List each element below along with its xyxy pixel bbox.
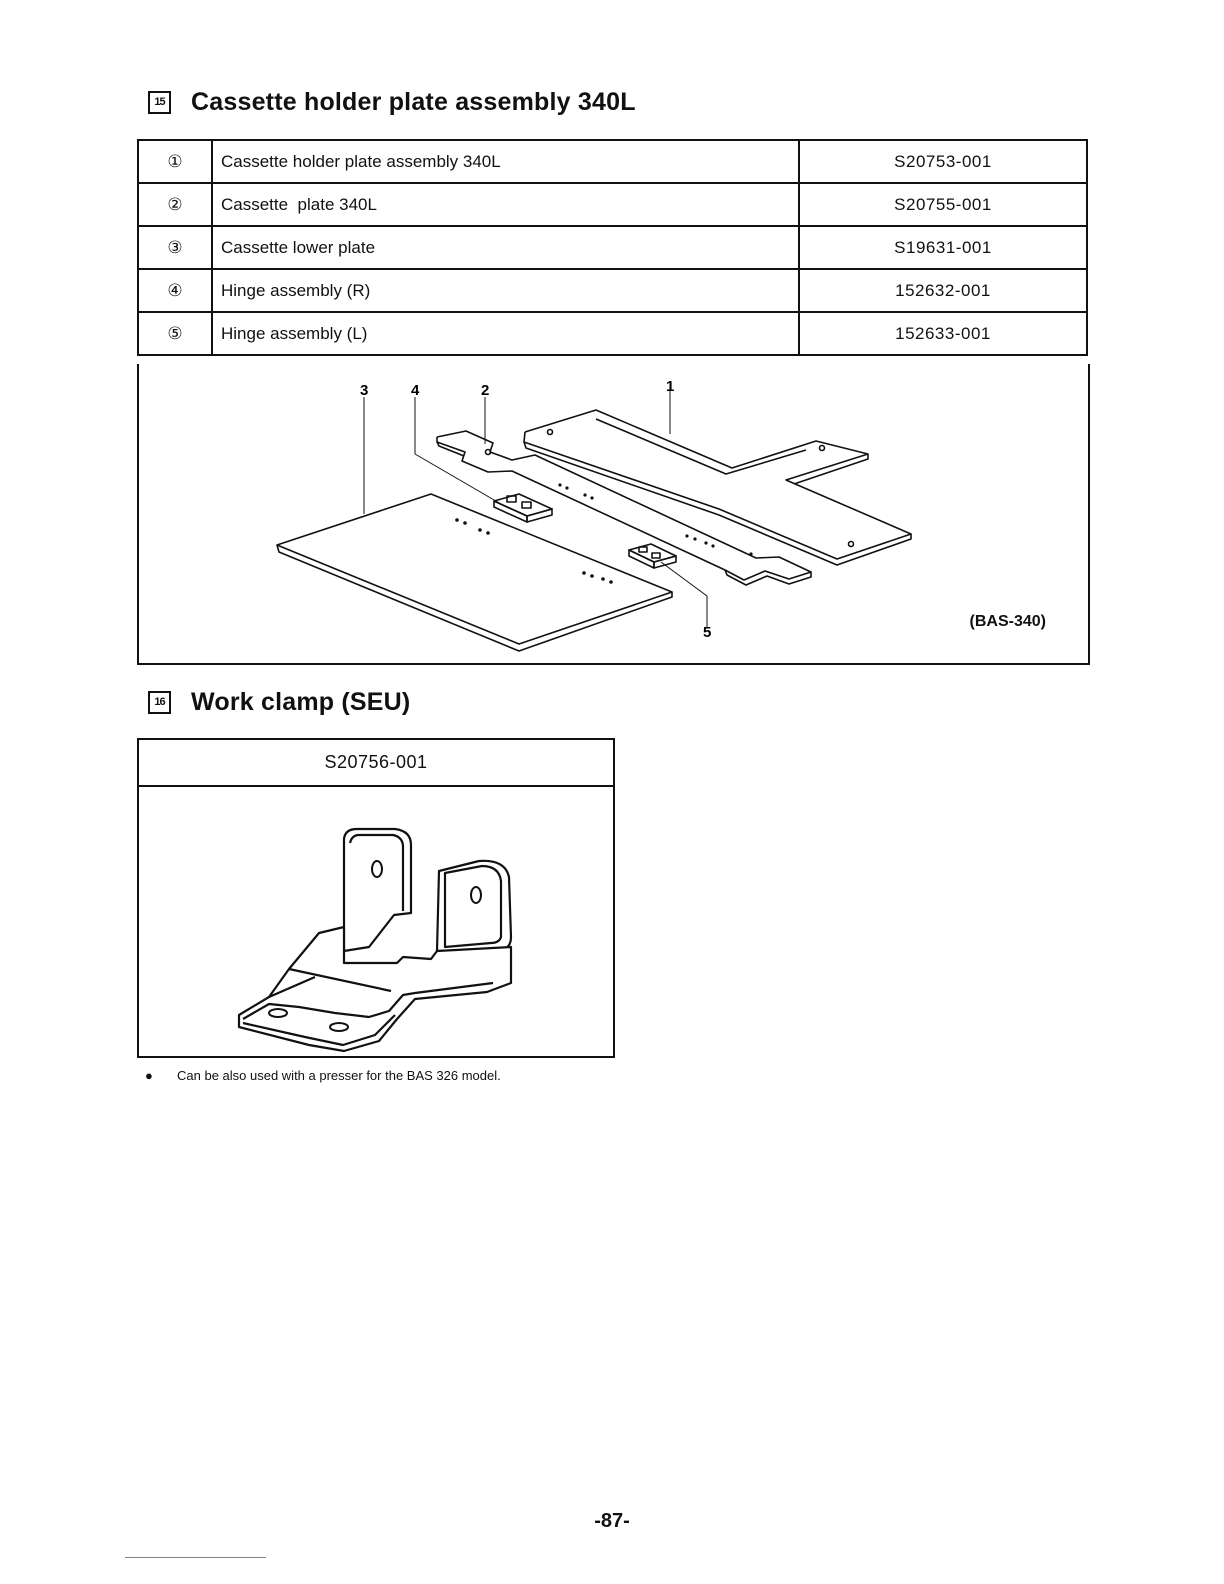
table-row	[138, 312, 1087, 355]
cassette-diagram	[137, 364, 1090, 665]
cassette-plate-drawing	[437, 431, 811, 585]
part-code: S19631-001	[799, 226, 1087, 269]
part-code: 152632-001	[799, 269, 1087, 312]
table-row	[138, 226, 1087, 269]
part-code: S20755-001	[799, 183, 1087, 226]
row-number: ④	[138, 269, 212, 312]
section-15-heading: Cassette holder plate assembly 340L	[191, 88, 636, 116]
part-name: Hinge assembly (R)	[212, 269, 799, 312]
row-number: ③	[138, 226, 212, 269]
parts-table	[137, 139, 1088, 356]
part-code: S20753-001	[799, 140, 1087, 183]
work-clamp-box	[137, 738, 615, 1058]
callout-3: 3	[360, 382, 369, 399]
callout-1: 1	[666, 378, 675, 395]
callout-2: 2	[481, 382, 490, 399]
row-number: ①	[138, 140, 212, 183]
part-name: Cassette plate 340L	[212, 183, 799, 226]
leader-lines	[364, 386, 707, 627]
section-15-number: 15	[148, 91, 171, 114]
page-number: -87-	[594, 1510, 630, 1532]
work-clamp-code: S20756-001	[139, 740, 613, 787]
work-clamp-note	[145, 1068, 501, 1083]
part-code: 152633-001	[799, 312, 1087, 355]
hinge-r-drawing	[494, 494, 552, 522]
table-row	[138, 269, 1087, 312]
section-16-number: 16	[148, 691, 171, 714]
part-name: Cassette holder plate assembly 340L	[212, 140, 799, 183]
model-label: (BAS-340)	[969, 613, 1046, 630]
section-15-title	[148, 88, 636, 117]
cassette-exploded-drawing	[139, 364, 1088, 663]
hinge-l-drawing	[629, 544, 676, 568]
row-number: ⑤	[138, 312, 212, 355]
work-clamp-drawing	[139, 787, 613, 1055]
callout-5: 5	[703, 624, 712, 641]
footer-divider	[125, 1557, 266, 1558]
holder-plate-frame-drawing	[524, 410, 911, 565]
callout-4: 4	[411, 382, 420, 399]
section-16-title	[148, 688, 410, 717]
section-16-heading: Work clamp (SEU)	[191, 688, 411, 716]
row-number: ②	[138, 183, 212, 226]
bullet-icon: ●	[145, 1068, 153, 1083]
note-text: Can be also used with a presser for the BAS 326 model.	[177, 1068, 501, 1083]
part-name: Hinge assembly (L)	[212, 312, 799, 355]
table-row	[138, 140, 1087, 183]
table-row	[138, 183, 1087, 226]
part-name: Cassette lower plate	[212, 226, 799, 269]
